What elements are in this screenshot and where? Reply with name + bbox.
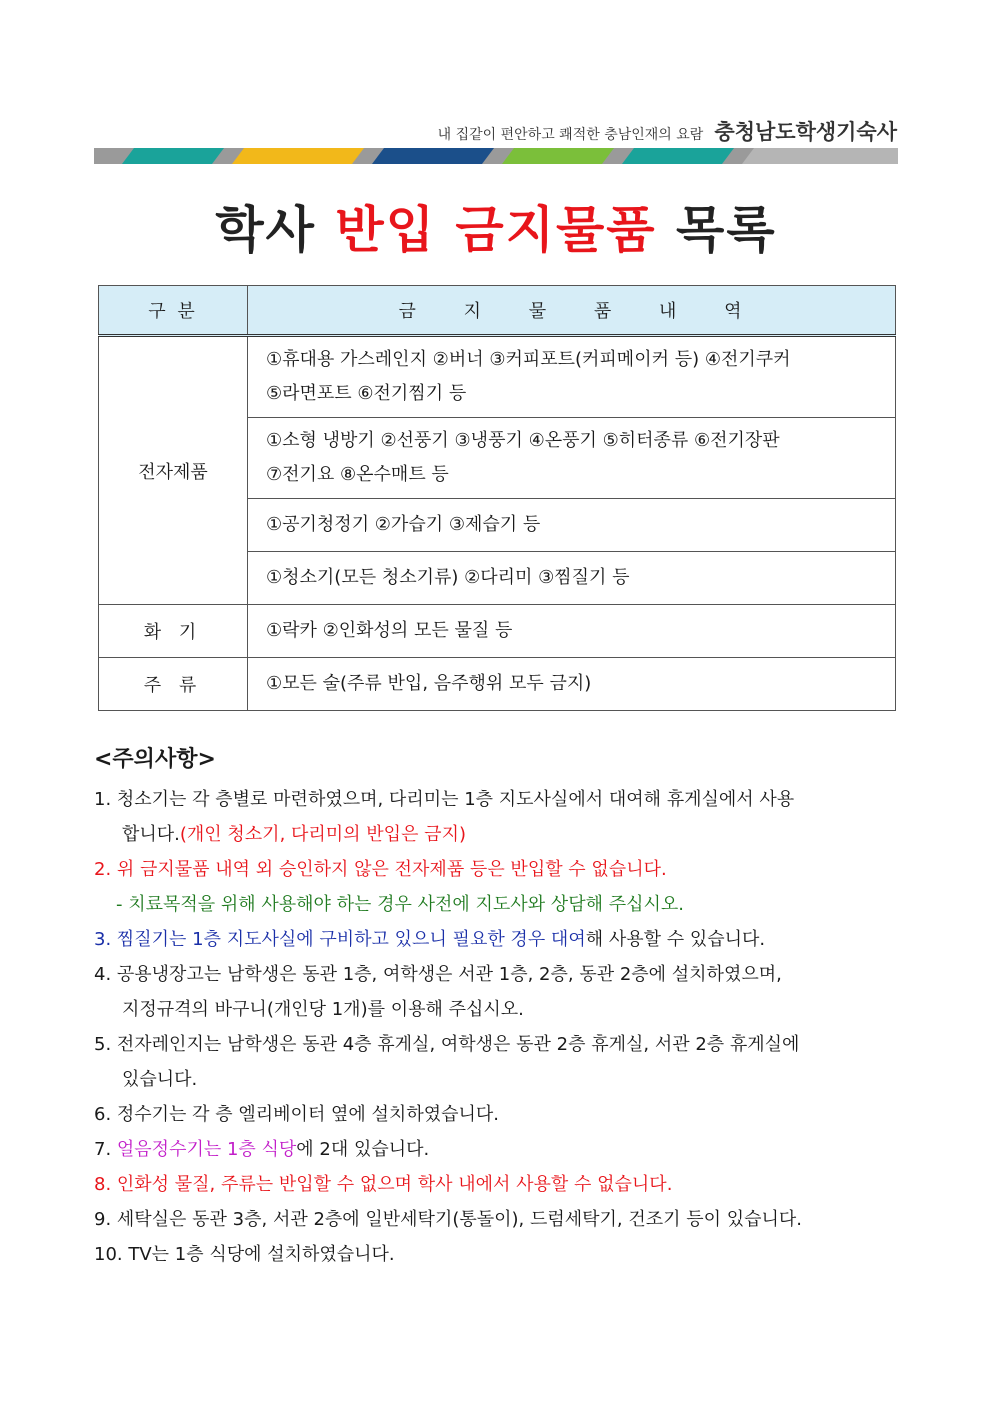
note-text: 에 2대 있습니다. — [296, 1139, 430, 1160]
note-item: 6. 정수기는 각 층 엘리베이터 옆에 설치하였습니다. — [94, 1104, 499, 1125]
item-line: ⑤라면포트 ⑥전기찜기 등 — [266, 383, 467, 404]
note-text-magenta: 얼음정수기는 1층 식당 — [116, 1139, 297, 1160]
note-item: 1. 청소기는 각 층별로 마련하였으며, 다리미는 1층 지도사실에서 대여해 휴게실에서 사용 — [94, 789, 795, 810]
item-line: ①공기청정기 ②가습기 ③제습기 등 — [266, 514, 541, 535]
note-item-continued: 지정규격의 바구니(개인당 1개)를 이용해 주십시오. — [122, 999, 524, 1020]
notes-title: <주의사항> — [94, 747, 216, 772]
items-cell — [248, 605, 896, 658]
note-text-red: (개인 청소기, 다리미의 반입은 금지) — [179, 824, 466, 845]
table-row — [99, 658, 896, 711]
note-subitem: - 치료목적을 위해 사용해야 하는 경우 사전에 지도사와 상담해 주십시오. — [116, 894, 684, 915]
header-category: 구 분 — [99, 286, 248, 336]
category-fire: 화 기 — [99, 605, 248, 658]
note-item — [94, 922, 896, 957]
header-slogan: 내 집같이 편안하고 쾌적한 충남인재의 요람 — [437, 127, 704, 143]
items-cell — [248, 552, 896, 605]
header-color-stripe — [94, 148, 898, 164]
item-line: ①소형 냉방기 ②선풍기 ③냉풍기 ④온풍기 ⑤히터종류 ⑥전기장판 — [266, 430, 780, 451]
items-cell — [248, 418, 896, 499]
category-alcohol: 주 류 — [99, 658, 248, 711]
items-cell — [248, 499, 896, 552]
note-item-continued — [94, 817, 896, 852]
note-item: 10. TV는 1층 식당에 설치하였습니다. — [94, 1244, 395, 1265]
title-part-3: 목록 — [656, 201, 777, 259]
header-items: 금 지 물 품 내 역 — [248, 286, 896, 336]
prohibited-items-table — [98, 285, 896, 711]
table-header-row — [99, 286, 896, 336]
item-line: ⑦전기요 ⑧온수매트 등 — [266, 464, 449, 485]
table-row — [99, 605, 896, 658]
note-item: 9. 세탁실은 동관 3층, 서관 2층에 일반세탁기(통돌이), 드럼세탁기, 건조기 등이 있습니다. — [94, 1209, 803, 1230]
item-line: ①모든 술(주류 반입, 음주행위 모두 금지) — [266, 673, 592, 694]
title-part-1: 학사 — [215, 201, 336, 259]
table-row — [99, 336, 896, 418]
item-line: ①락카 ②인화성의 모든 물질 등 — [266, 620, 513, 641]
notes-list — [94, 782, 896, 1272]
page-title — [0, 190, 992, 262]
note-text: 합니다. — [122, 824, 180, 845]
item-line: ①청소기(모든 청소기류) ②다리미 ③찜질기 등 — [266, 567, 630, 588]
header — [438, 116, 897, 146]
note-text-blue: 3. 찜질기는 1층 지도사실에 구비하고 있으니 필요한 경우 대여 — [94, 929, 586, 950]
items-cell — [248, 658, 896, 711]
note-item: 8. 인화성 물질, 주류는 반입할 수 없으며 학사 내에서 사용할 수 없습니다. — [94, 1174, 673, 1195]
item-line: ①휴대용 가스레인지 ②버너 ③커피포트(커피메이커 등) ④전기쿠커 — [266, 349, 791, 370]
category-electronics: 전자제품 — [99, 336, 248, 605]
header-org-name: 충청남도학생기숙사 — [714, 120, 897, 144]
note-item: 4. 공용냉장고는 남학생은 동관 1층, 여학생은 서관 1층, 2층, 동관 2층에 설치하였으며, — [94, 964, 782, 985]
items-cell — [248, 336, 896, 418]
title-part-2: 반입 금지물품 — [335, 201, 657, 259]
note-item — [94, 1132, 896, 1167]
note-text: 해 사용할 수 있습니다. — [585, 929, 766, 950]
note-number: 7. — [94, 1139, 117, 1160]
note-item: 5. 전자레인지는 남학생은 동관 4층 휴게실, 여학생은 동관 2층 휴게실, 서관 2층 휴게실에 — [94, 1034, 800, 1055]
note-item-continued: 있습니다. — [122, 1069, 198, 1090]
note-item: 2. 위 금지물품 내역 외 승인하지 않은 전자제품 등은 반입할 수 없습니다. — [94, 859, 667, 880]
